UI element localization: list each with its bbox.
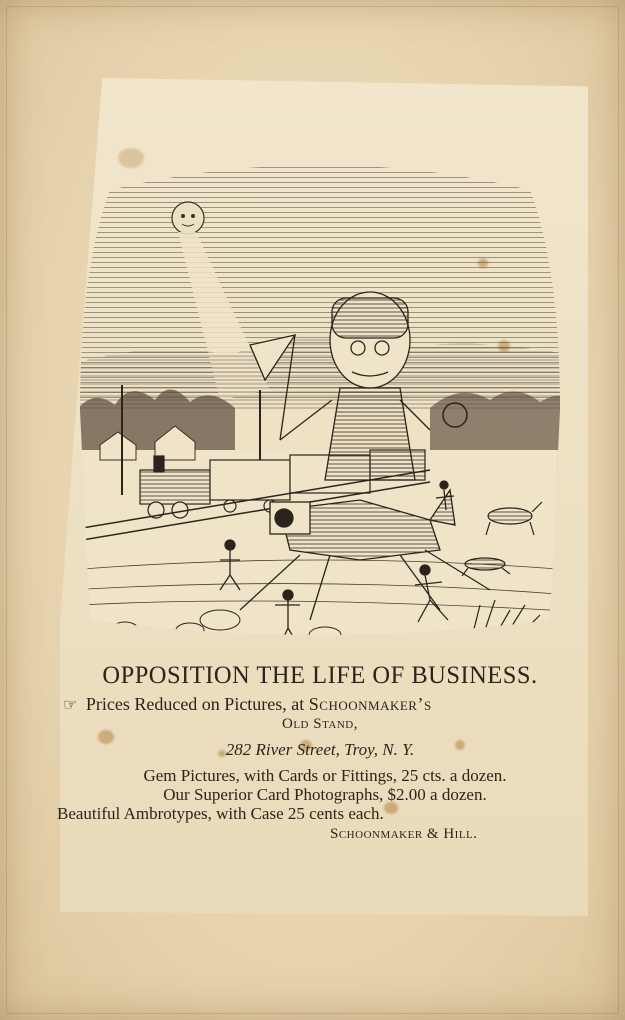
proprietor-name: Schoonmaker’s <box>308 694 432 714</box>
signature: Schoonmaker & Hill. <box>330 826 478 842</box>
pointing-hand-icon: ☞ <box>63 697 78 714</box>
prices-line <box>55 694 593 715</box>
address: 282 River Street, Troy, N. Y. <box>225 740 415 759</box>
offer-line: Our Superior Card Photographs, $2.00 a dozen. <box>163 785 487 804</box>
stand-text: Old Stand, <box>281 716 358 732</box>
tree-line <box>70 389 235 450</box>
headline: OPPOSITION THE LIFE OF BUSINESS. <box>102 662 538 689</box>
prices-text: Prices Reduced on Pictures, at <box>85 694 305 714</box>
offer-line: Beautiful Ambrotypes, with Case 25 cents each. <box>57 804 384 823</box>
sun-icon <box>172 202 204 234</box>
engraving-illustration <box>70 150 570 665</box>
offer-line: Gem Pictures, with Cards or Fittings, 25 cts. a dozen. <box>143 766 507 785</box>
offer-list <box>55 766 585 823</box>
